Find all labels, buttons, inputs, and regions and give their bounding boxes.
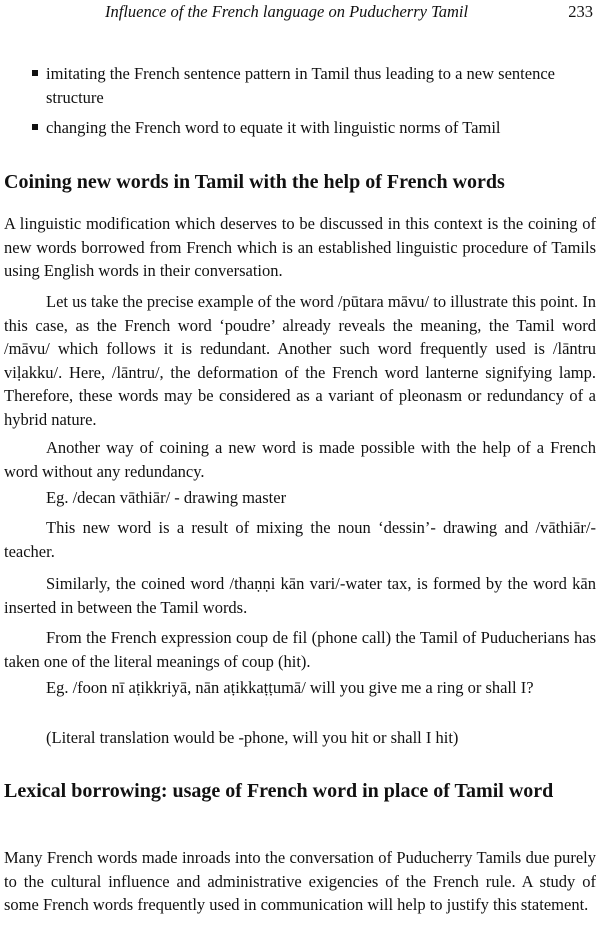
example-text: Eg. /decan vāthiār/ - drawing master (46, 488, 287, 507)
example-paragraph (4, 676, 596, 700)
paragraph-text: Another way of coining a new word is made possible with the help of a French word without any redundancy. (4, 438, 596, 481)
bullet-text: imitating the French sentence pattern in Tamil thus leading to a new sentence structure (46, 64, 555, 107)
section-heading-coining: Coining new words in Tamil with the help of French words (4, 171, 505, 193)
paragraph (4, 290, 596, 431)
literal-text: (Literal translation would be -phone, will you hit or shall I hit) (46, 728, 459, 747)
paragraph-text: Let us take the precise example of the word /pūtara māvu/ to illustrate this point. In this case, as the French word ‘poudre’ already reveals the meaning, the Tamil word /māvu/ which follows it is redundant. Another such word frequently used is /lāntru viḷakku/. Here, /lāntru/, the deformation of the French word lanterne signifying lamp. Therefore, these words may be considered as a variant of pleonasm or redundancy of a hybrid nature. (4, 292, 596, 429)
paragraph (4, 436, 596, 483)
paragraph-text: This new word is a result of mixing the noun ‘dessin’- drawing and /vāthiār/-teacher. (4, 518, 596, 561)
paragraph-text: From the French expression coup de fil (phone call) the Tamil of Puducherians has taken one of the literal meanings of coup (hit). (4, 628, 596, 671)
example-text: Eg. /foon nī aṭikkriyā, nān aṭikkaṭṭumā/ will you give me a ring or shall I? (46, 678, 534, 697)
example-line (4, 486, 596, 510)
paragraph (4, 626, 596, 673)
section-heading-lexical: Lexical borrowing: usage of French word in place of Tamil word (4, 780, 554, 802)
bullet-item (32, 116, 598, 140)
paragraph-text: Similarly, the coined word /thaṇṇi kān vari/-water tax, is formed by the word kān inserted in between the Tamil words. (4, 574, 596, 617)
paragraph: A linguistic modification which deserves to be discussed in this context is the coining of new words borrowed from French which is an established linguistic procedure of Tamils using English words in their conversation. (4, 214, 596, 280)
paragraph (4, 516, 596, 563)
page-number: 233 (568, 2, 593, 21)
running-title: Influence of the French language on Puducherry Tamil (105, 2, 469, 21)
bullet-item (32, 62, 598, 109)
bullet-square-icon (32, 70, 38, 76)
bullet-square-icon (32, 124, 38, 130)
paragraph (4, 572, 596, 619)
literal-translation (4, 726, 596, 750)
bullet-text: changing the French word to equate it with linguistic norms of Tamil (46, 118, 501, 137)
paragraph: Many French words made inroads into the conversation of Puducherry Tamils due purely to the cultural influence and administrative exigencies of the French rule. A study of some French words frequently used in communication will help to justify this statement. (4, 848, 596, 914)
